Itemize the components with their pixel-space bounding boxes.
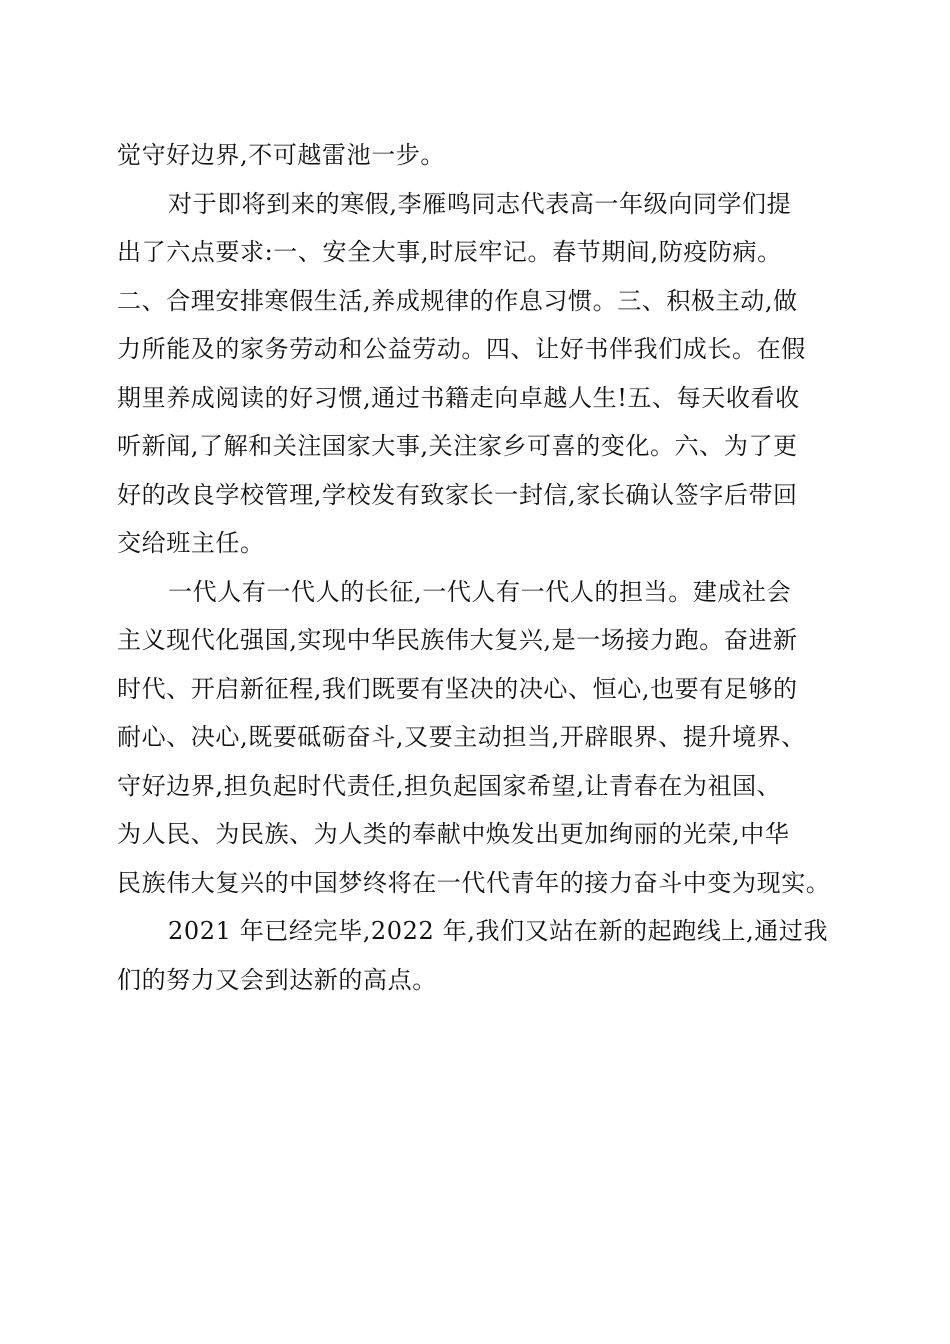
text-line: 守好边界,担负起时代责任,担负起国家希望,让青春在为祖国、 <box>117 771 782 800</box>
body-text <box>117 131 847 1004</box>
text-line: 时代、开启新征程,我们既要有坚决的决心、恒心,也要有足够的 <box>117 674 798 703</box>
text-line: 耐心、决心,既要砥砺奋斗,又要主动担当,开辟眼界、提升境界、 <box>117 723 806 751</box>
paragraph-first-line: 2021 年已经完毕,2022 年,我们又站在新的起跑线上,通过我 <box>168 917 829 945</box>
text-line: 民族伟大复兴的中国梦终将在一代代青年的接力奋斗中变为现实。 <box>117 868 831 897</box>
text-line: 们的努力又会到达新的高点。 <box>117 965 437 994</box>
paragraph-first-line: 对于即将到来的寒假,李雁鸣同志代表高一年级向同学们提 <box>168 189 792 218</box>
text-line: 交给班主任。 <box>117 529 265 557</box>
text-line: 二、合理安排寒假生活,养成规律的作息习惯。三、积极主动,做 <box>117 286 798 315</box>
text-line: 期里养成阅读的好习惯,通过书籍走向卓越人生!五、每天收看收 <box>117 383 800 412</box>
text-line: 力所能及的家务劳动和公益劳动。四、让好书伴我们成长。在假 <box>117 335 806 363</box>
text-line: 主义现代化强国,实现中华民族伟大复兴,是一场接力跑。奋进新 <box>117 626 798 654</box>
text-line: 出了六点要求:一、安全大事,时辰牢记。春节期间,防疫防病。 <box>117 238 782 266</box>
text-line: 好的改良学校管理,学校发有致家长一封信,家长确认签字后带回 <box>117 480 798 509</box>
paragraph-first-line: 一代人有一代人的长征,一代人有一代人的担当。建成社会 <box>168 577 792 606</box>
text-line: 为人民、为民族、为人类的奉献中焕发出更加绚丽的光荣,中华 <box>117 820 790 848</box>
text-line: 觉守好边界,不可越雷池一步。 <box>117 141 446 169</box>
text-line: 听新闻,了解和关注国家大事,关注家乡可喜的变化。六、为了更 <box>117 432 798 460</box>
